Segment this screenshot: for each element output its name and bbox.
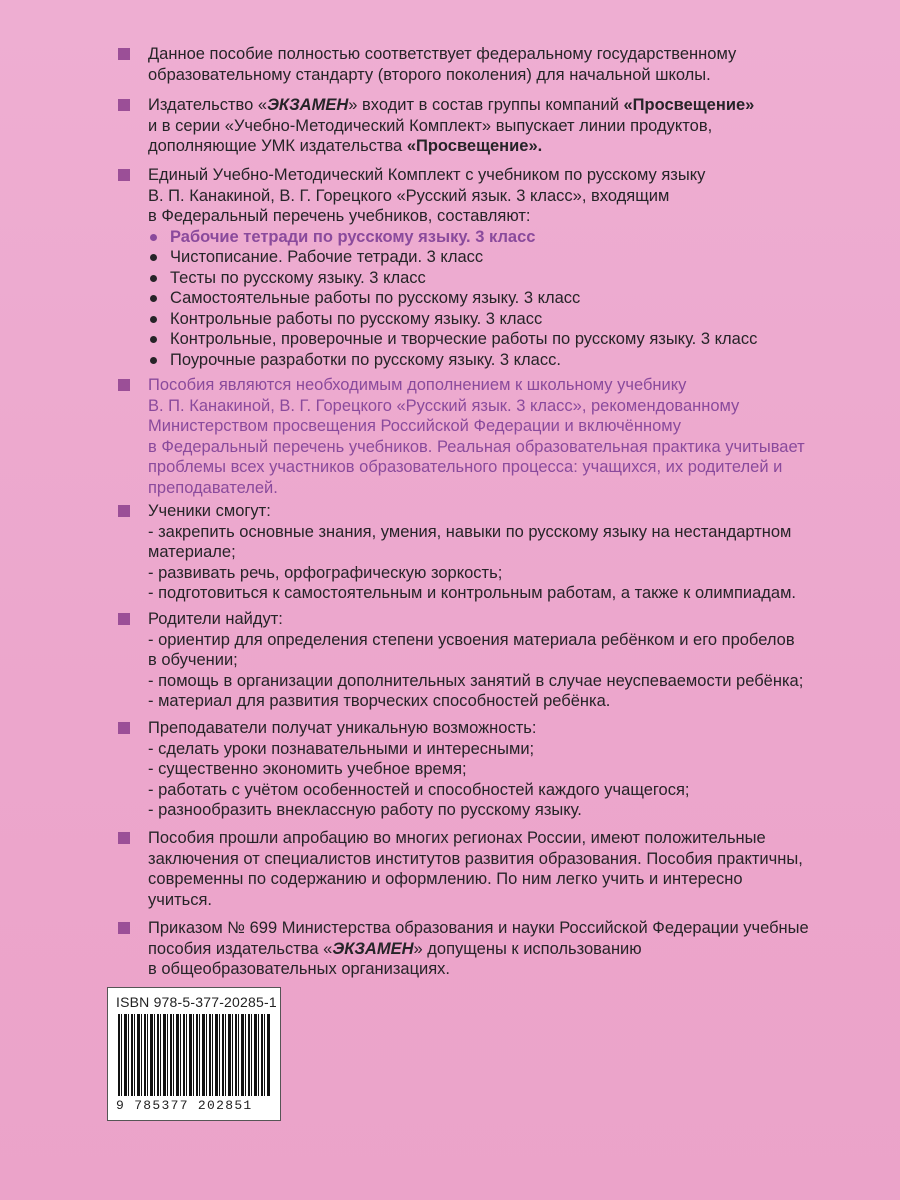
text-fragment: » допущены к использованию [413, 939, 642, 958]
text-line: - разнообразить внеклассную работу по русскому языку. [148, 801, 582, 819]
text-line [148, 939, 878, 960]
list-item: Чистописание. Рабочие тетради. 3 класс [148, 247, 878, 268]
text-line: В. П. Канакиной, В. Г. Горецкого «Русский язык. 3 класс», входящим [148, 186, 670, 205]
list-item: Рабочие тетради по русскому языку. 3 класс [148, 227, 878, 248]
text-fragment: » входит в состав группы компаний [348, 96, 624, 114]
text-line [148, 95, 878, 116]
text-line: образовательному стандарту (второго поколения) для начальной школы. [148, 65, 711, 84]
square-bullet-icon [118, 169, 130, 181]
text-line: - материал для развития творческих способностей ребёнка. [148, 692, 611, 710]
text-line: учиться. [148, 890, 212, 909]
text-line: - закрепить основные знания, умения, навыки по русскому языку на нестандартном [148, 522, 792, 541]
text-line: материале; [148, 543, 236, 561]
text-fragment: дополняющие УМК издательства [148, 137, 407, 155]
section-umk [118, 165, 878, 370]
text-line: - помощь в организации дополнительных занятий в случае неуспеваемости ребёнка; [148, 671, 804, 690]
square-bullet-icon [118, 922, 130, 934]
text-line: В. П. Канакиной, В. Г. Горецкого «Русский язык. 3 класс», рекомендованному [148, 396, 740, 415]
square-bullet-icon [118, 99, 130, 111]
section-publisher [118, 95, 878, 157]
text-line: и в серии «Учебно-Методический Комплект» выпускает линии продуктов, [148, 116, 713, 135]
publisher-brand: ЭКЗАМЕН [332, 939, 414, 958]
section-teachers [118, 718, 878, 821]
text-line: в Федеральный перечень учебников, составляют: [148, 207, 531, 225]
text-fragment: Издательство « [148, 96, 268, 114]
section-students [118, 501, 878, 604]
barcode-digits: 9 785377 202851 [116, 1098, 253, 1113]
text-line: Данное пособие полностью соответствует федеральному государственному [148, 45, 737, 63]
list-item: Тесты по русскому языку. 3 класс [148, 268, 878, 289]
text-line: Единый Учебно-Методический Комплект с учебником по русскому языку [148, 166, 706, 184]
text-fragment: пособия издательства « [148, 939, 333, 958]
text-line: Преподаватели получат уникальную возможность: [148, 719, 537, 737]
barcode-block [107, 987, 281, 1121]
text-line: - сделать уроки познавательными и интересными; [148, 739, 535, 758]
text-line: в общеобразовательных организациях. [148, 960, 451, 978]
text-line [148, 136, 878, 157]
section-approbation [118, 828, 878, 910]
square-bullet-icon [118, 722, 130, 734]
text-line: - ориентир для определения степени усвоения материала ребёнком и его пробелов [148, 630, 795, 649]
text-line: современны по содержанию и оформлению. По ним легко учить и интересно [148, 870, 743, 888]
text-line: Родители найдут: [148, 610, 283, 628]
text-line: проблемы всех участников образовательного процесса: учащихся, их родителей и [148, 458, 783, 476]
text-line: - подготовиться к самостоятельным и контрольным работам, а также к олимпиадам. [148, 584, 797, 602]
list-item: Самостоятельные работы по русскому языку. 3 класс [148, 288, 878, 309]
text-line: в Федеральный перечень учебников. Реальная образовательная практика учитывает [148, 437, 805, 456]
text-line: заключения от специалистов институтов развития образования. Пособия практичны, [148, 849, 803, 868]
group-name: «Просвещение». [406, 137, 543, 155]
text-line: преподавателей. [148, 478, 278, 497]
text-line: - существенно экономить учебное время; [148, 760, 467, 778]
square-bullet-icon [118, 505, 130, 517]
text-line: Ученики смогут: [148, 502, 271, 520]
barcode-icon [118, 1014, 270, 1096]
section-supplement [118, 375, 878, 498]
text-line: Пособия прошли апробацию во многих регионах России, имеют положительные [148, 829, 766, 847]
section-parents [118, 609, 878, 712]
isbn-label: ISBN 978-5-377-20285-1 [116, 994, 277, 1010]
list-item: Контрольные, проверочные и творческие работы по русскому языку. 3 класс [148, 329, 878, 350]
square-bullet-icon [118, 379, 130, 391]
text-line: в обучении; [148, 651, 238, 669]
product-list [148, 227, 878, 371]
list-item: Контрольные работы по русскому языку. 3 класс [148, 309, 878, 330]
text-line: - работать с учётом особенностей и способностей каждого учащегося; [148, 780, 690, 799]
square-bullet-icon [118, 48, 130, 60]
publisher-brand: ЭКЗАМЕН [267, 96, 349, 114]
text-line: Пособия являются необходимым дополнением к школьному учебнику [148, 376, 687, 394]
text-line: - развивать речь, орфографическую зоркость; [148, 563, 503, 582]
text-line: Министерством просвещения Российской Федерации и включённому [148, 417, 682, 435]
square-bullet-icon [118, 613, 130, 625]
section-standard [118, 44, 878, 85]
square-bullet-icon [118, 832, 130, 844]
section-order [118, 918, 878, 980]
group-name: «Просвещение» [623, 96, 755, 114]
list-item: Поурочные разработки по русскому языку. 3 класс. [148, 350, 878, 371]
text-line: Приказом № 699 Министерства образования и науки Российской Федерации учебные [148, 919, 809, 937]
